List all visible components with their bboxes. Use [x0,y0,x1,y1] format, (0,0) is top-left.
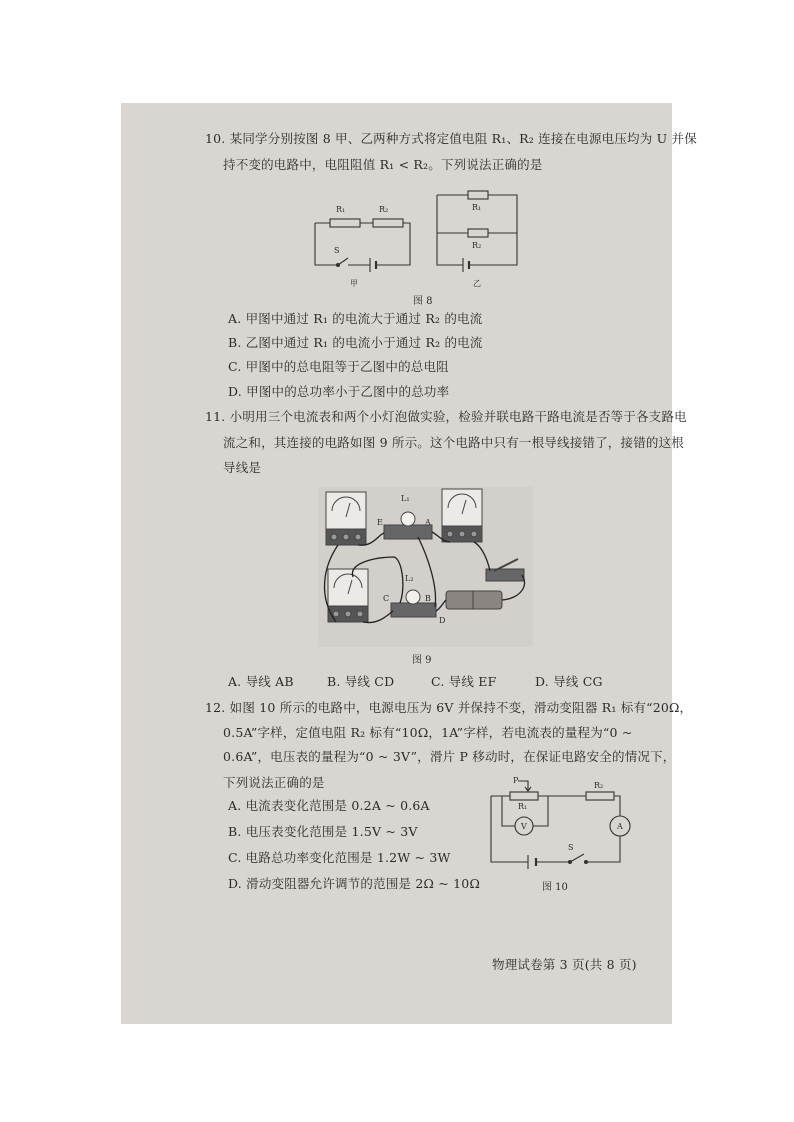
q11-option-c: C. 导线 EF [431,674,497,689]
fig8-yi-r2-label: R₂ [472,241,482,250]
fig9-a-label: A [425,518,431,527]
q12-option-b: B. 电压表变化范围是 1.5V ~ 3V [228,824,418,839]
figure-9-caption: 图 9 [412,655,432,666]
page-footer: 物理试卷第 3 页(共 8 页) [492,957,637,972]
q10-option-d: D. 甲图中的总功率小于乙图中的总功率 [228,384,450,399]
fig9-b-label: B [425,594,431,603]
fig10-p-label: P [513,776,519,785]
q10-option-c: C. 甲图中的总电阻等于乙图中的总电阻 [228,359,449,374]
battery-pack [446,591,502,609]
fig8-yi-r1-label: R₁ [472,203,482,212]
fig9-c-label: C [383,594,390,603]
fig9-l1-label: L₁ [401,494,410,503]
q11-stem-line2: 流之和，其连接的电路如图 9 所示。这个电路中只有一根导线接错了，接错的这根 [223,435,685,450]
fig8-jia-r1-label: R₁ [336,205,346,214]
q11-stem-line1: 11. 小明用三个电流表和两个小灯泡做实验，检验并联电路干路电流是否等于各支路电 [205,409,687,424]
q12-stem-line3: 0.6A”，电压表的量程为“0 ~ 3V”，滑片 P 移动时，在保证电路安全的情况下， [223,749,676,764]
fig8-jia-caption: 甲 [350,279,358,288]
figure-10-caption: 图 10 [542,882,568,893]
figure-8-caption: 图 8 [413,296,433,307]
fig9-d-label: D [439,616,446,625]
figure-8-circuit-jia [310,198,415,288]
figure-9-circuit-photo [318,487,533,647]
q12-stem-line1: 12. 如图 10 所示的电路中，电源电压为 6V 并保持不变，滑动变阻器 R₁ 标有“20Ω， [205,700,693,715]
q12-option-d: D. 滑动变阻器允许调节的范围是 2Ω ~ 10Ω [228,876,481,891]
fig8-jia-r2-label: R₂ [379,205,389,214]
fig8-yi-caption: 乙 [473,279,481,288]
fig8-jia-s-label: S [334,246,340,255]
fig10-s-label: S [568,843,574,852]
fig9-l2-label: L₂ [405,574,414,583]
figure-10-circuit [488,776,636,868]
q10-option-a: A. 甲图中通过 R₁ 的电流大于通过 R₂ 的电流 [228,311,483,326]
q12-stem-line2: 0.5A”字样，定值电阻 R₂ 标有“10Ω，1A”字样，若电流表的量程为“0 ~ [223,725,633,740]
q12-option-c: C. 电路总功率变化范围是 1.2W ~ 3W [228,850,451,865]
fig10-v-label: V [521,822,527,831]
q12-stem-line4: 下列说法正确的是 [223,775,325,790]
figure-8-circuit-yi [435,190,525,288]
q10-option-b: B. 乙图中通过 R₁ 的电流小于通过 R₂ 的电流 [228,335,483,350]
fig10-r2-label: R₂ [594,781,604,790]
ammeter-bottom-left [328,569,368,622]
ammeter-top-right [442,489,482,542]
q11-stem-line3: 导线是 [223,460,262,475]
q12-option-a: A. 电流表变化范围是 0.2A ~ 0.6A [228,798,430,813]
q11-option-b: B. 导线 CD [327,674,395,689]
q11-option-a: A. 导线 AB [228,674,294,689]
q10-stem-line2: 持不变的电路中，电阻阻值 R₁ < R₂。下列说法正确的是 [223,157,543,172]
q10-stem-line1: 10. 某同学分别按图 8 甲、乙两种方式将定值电阻 R₁、R₂ 连接在电源电压均为 U 并保 [205,131,697,146]
fig9-e-label: E [377,518,383,527]
fig10-a-label: A [617,822,623,831]
fig10-r1-label: R₁ [518,802,528,811]
q11-option-d: D. 导线 CG [535,674,603,689]
ammeter-top-left [326,492,366,545]
